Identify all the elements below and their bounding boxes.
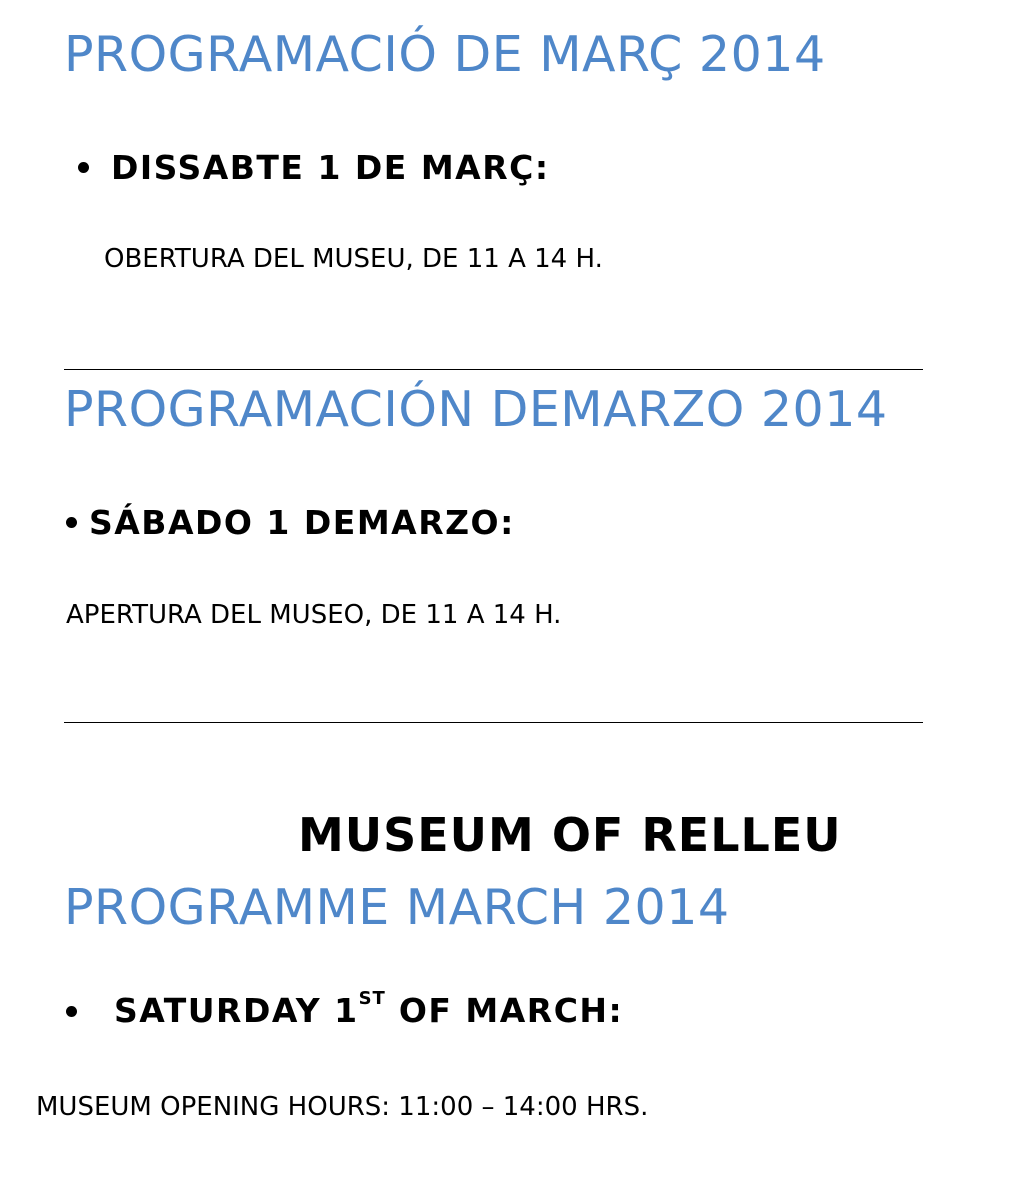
english-date-prefix: SATURDAY 1 — [114, 991, 359, 1030]
english-date-ordinal: ST — [358, 988, 386, 1009]
divider-rule — [64, 722, 923, 723]
english-date-suffix: OF MARCH: — [385, 991, 624, 1030]
spanish-date: SÁBADO 1 DEMARZO: — [89, 503, 515, 542]
bullet-icon — [78, 162, 89, 173]
english-heading: PROGRAMME MARCH 2014 — [64, 879, 730, 936]
spanish-heading: PROGRAMACIÓN DEMARZO 2014 — [64, 381, 888, 438]
bullet-icon — [66, 1006, 77, 1017]
catalan-heading: PROGRAMACIÓ DE MARÇ 2014 — [64, 26, 826, 83]
english-detail: MUSEUM OPENING HOURS: 11:00 – 14:00 HRS. — [36, 1092, 649, 1122]
english-date — [114, 988, 624, 1030]
divider-rule — [64, 369, 923, 370]
bullet-icon — [66, 517, 77, 528]
museum-title: MUSEUM OF RELLEU — [298, 808, 842, 862]
catalan-detail: OBERTURA DEL MUSEU, DE 11 A 14 H. — [104, 244, 603, 274]
spanish-detail: APERTURA DEL MUSEO, DE 11 A 14 H. — [66, 600, 562, 630]
catalan-date: DISSABTE 1 DE MARÇ: — [111, 148, 550, 187]
